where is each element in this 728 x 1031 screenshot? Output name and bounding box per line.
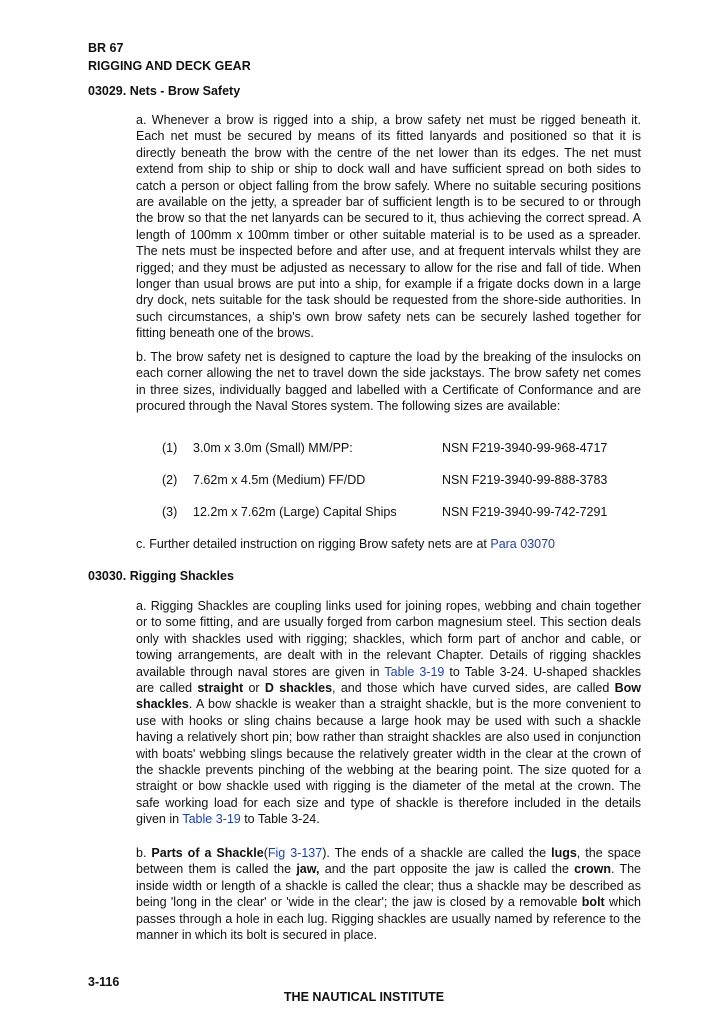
item-nsn: NSN F219-3940-99-888-3783 bbox=[442, 473, 608, 487]
term-straight: straight bbox=[197, 681, 244, 696]
para-a-text: to Table 3-24. bbox=[240, 812, 320, 827]
item-number: (3) bbox=[162, 505, 178, 519]
section-03030-para-b bbox=[136, 845, 641, 943]
para-a-text: . A bow shackle is weaker than a straight shackle, but is the more convenient to use with hooks or sling chains because a large hook may be used with such a shackle having a relatively short pin; bow rather than straight shackles are also used in conjunction with boats' webbing slings because the relatively greater width in the clear at the crown of the shackle prevents pinching of the webbing at the bearing point. The size quoted for a straight or bow shackle used with rigging is the diameter of the metal at the crown. The safe working load for each size and type of shackle is therefore included in the details given in bbox=[136, 697, 641, 827]
para-a-text: a. Rigging Shackles are coupling links used for joining ropes, webbing and chain together or to some fitting, and are usually forged from carbon magnesium steel. This section deals only with shackles used with rigging; shackles, which form part of anchor and cable, or towing arrangements, are dealt with in the relevant Chapter. Details of rigging shackles available through naval stores are given in bbox=[136, 599, 641, 679]
para-b-text: b. bbox=[136, 846, 152, 860]
net-size-item-3 bbox=[162, 505, 632, 521]
doc-code: BR 67 bbox=[88, 41, 124, 55]
para-b-text: . The inside width or length of a shackle is called the clear; thus a shackle may be described as being 'long in the clear' or 'wide in the clear'; the jaw is closed by a removable bbox=[136, 862, 641, 910]
item-description: 7.62m x 4.5m (Medium) FF/DD bbox=[193, 473, 366, 487]
section-03030-title: 03030. Rigging Shackles bbox=[88, 569, 234, 583]
para-a-text: or bbox=[243, 681, 265, 696]
item-nsn: NSN F219-3940-99-742-7291 bbox=[442, 505, 608, 519]
para-b-text: and the part opposite the jaw is called the bbox=[319, 862, 575, 877]
section-03030-para-a bbox=[136, 598, 641, 828]
term-bolt: bolt bbox=[581, 895, 605, 910]
item-description: 3.0m x 3.0m (Small) MM/PP: bbox=[193, 441, 353, 455]
page-number: 3-116 bbox=[88, 975, 120, 989]
para-b-text: ( bbox=[263, 846, 268, 860]
doc-title: RIGGING AND DECK GEAR bbox=[88, 59, 251, 73]
section-03029-para-a: a. Whenever a brow is rigged into a ship, a brow safety net must be rigged beneath it. Each net must be secured by means of its fitted lanyards and positioned so that it is directly beneath the brow with the centre of the net lower than its edges. The net must extend from ship to ship or ship to dock wall and have sufficient spread on both sides to catch a person or object falling from the brow safely. Where no suitable securing positions are available on the jetty, a spreader bar of sufficient length is to be secured to or through the brow so that the net lanyards can be secured to it, thus achieving the correct spread. A length of 100mm x 100mm timber or other suitable material is to be used as a spreader. The nets must be inspected before and after use, and at frequent intervals whilst they are rigged; and they must be adjusted as necessary to allow for the rise and fall of tide. When longer than usual brows are put into a ship, for example if a frigate docks down in a large dry dock, nets suitable for the task should be requested from the shore-side authorities. In such circumstances, a ship's own brow safety nets can be securely lashed together for fitting beneath one of the brows. bbox=[136, 113, 641, 341]
para-b-text: , the space between them is called the bbox=[136, 846, 641, 877]
section-03029-title: 03029. Nets - Brow Safety bbox=[88, 84, 241, 98]
term-d-shackles: D shackles bbox=[264, 681, 333, 696]
term-bow-shackles: Bow shackles bbox=[136, 681, 641, 712]
para-b-text: ). The ends of a shackle are called the bbox=[322, 846, 552, 860]
section-03029-para-c bbox=[136, 537, 555, 551]
para-a-text: to Table 3-24. U-shaped shackles are called bbox=[136, 664, 641, 696]
term-crown: crown bbox=[574, 862, 611, 877]
item-number: (1) bbox=[162, 441, 178, 455]
section-03029-para-b: b. The brow safety net is designed to capture the load by the breaking of the insulocks on each corner allowing the net to travel down the side jackstays. The brow safety net comes in three sizes, individually bagged and labelled with a Certificate of Conformance and are procured through the Naval Stores system. The following sizes are available: bbox=[136, 350, 641, 414]
para-c-text: c. Further detailed instruction on rigging Brow safety nets are at bbox=[136, 537, 491, 551]
item-number: (2) bbox=[162, 473, 178, 487]
item-nsn: NSN F219-3940-99-968-4717 bbox=[442, 441, 608, 455]
fig-3-137-link[interactable]: Fig 3-137 bbox=[267, 846, 323, 860]
term-jaw: jaw, bbox=[296, 862, 320, 877]
para-03070-link[interactable]: Para 03070 bbox=[490, 537, 555, 551]
para-a-text: , and those which have curved sides, are called bbox=[332, 681, 615, 696]
publisher-footer: THE NAUTICAL INSTITUTE bbox=[283, 990, 445, 1004]
term-lugs: lugs bbox=[551, 846, 577, 860]
table-3-19-link[interactable]: Table 3-19 bbox=[384, 664, 445, 679]
para-b-text: which passes through a hole in each lug. Rigging shackles are usually named by reference to the manner in which its bolt is secured in place. bbox=[136, 895, 642, 943]
net-size-item-2 bbox=[162, 473, 632, 489]
term-parts-of-a-shackle: Parts of a Shackle bbox=[151, 846, 264, 860]
table-3-19-link[interactable]: Table 3-19 bbox=[182, 812, 241, 827]
item-description: 12.2m x 7.62m (Large) Capital Ships bbox=[193, 505, 397, 519]
net-size-item-1 bbox=[162, 441, 632, 457]
